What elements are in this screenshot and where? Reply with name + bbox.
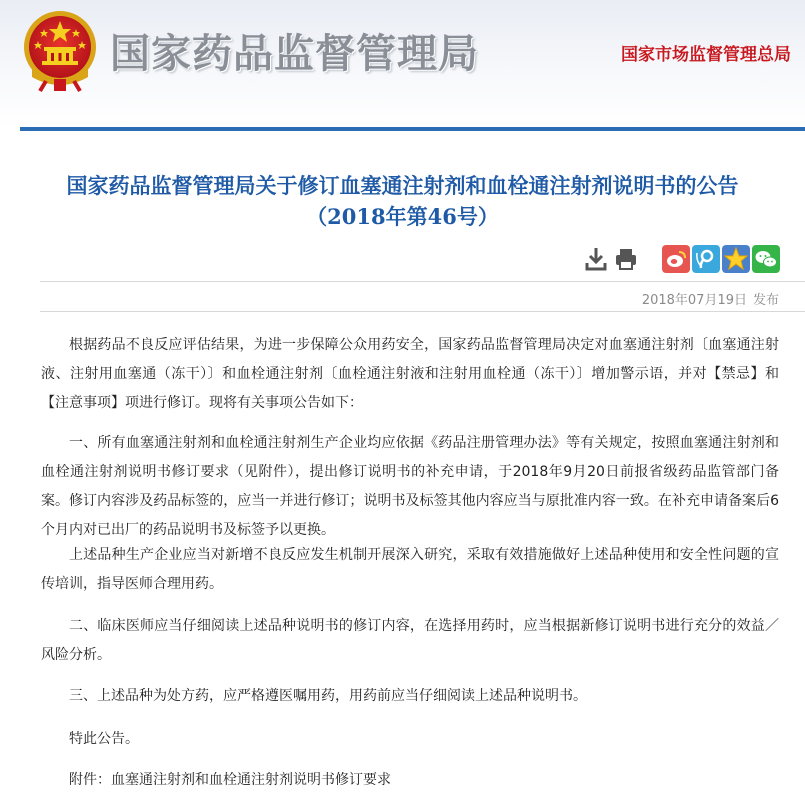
qzone-icon[interactable] [722, 245, 750, 273]
site-title: 国家药品监督管理局 [110, 30, 479, 77]
paragraph-item-3: 三、上述品种为处方药，应严格遵医嘱用药，用药前应当仔细阅读上述品种说明书。 [69, 688, 587, 704]
paragraph-item-1-labeling: 修订内容涉及药品标签的，应当一并进行修订；说明书及标签其他内容应当与原批准内容一致。在补充申请备案后6个月内对已出厂的药品说明书及标签予以更换。 [41, 493, 779, 538]
publish-info [636, 289, 779, 308]
tencent-weibo-icon[interactable] [692, 245, 720, 273]
attachment-line: 附件：血塞通注射剂和血栓通注射剂说明书修订要求 [69, 772, 391, 788]
wechat-icon[interactable] [752, 245, 780, 273]
article-subtitle: （2018年第46号） [306, 204, 499, 229]
header-divider [20, 127, 805, 131]
weibo-icon[interactable] [662, 245, 690, 273]
paragraph-intro: 根据药品不良反应评估结果，为进一步保障公众用药安全，国家药品监督管理局决定对血塞通注射剂〔血塞通注射液、注射用血塞通（冻干）〕和血栓通注射剂〔血栓通注射液和注射用血栓通（冻干）〕增加警示语，并对【禁忌】和【注意事项】项进行修订。现将有关事项公告如下： [41, 337, 779, 411]
publish-label: 发布 [752, 293, 779, 308]
download-icon[interactable] [584, 246, 608, 272]
article-title: 国家药品监督管理局关于修订血塞通注射剂和血栓通注射剂说明书的公告 [66, 173, 739, 198]
print-icon[interactable] [614, 246, 638, 272]
parent-agency-link[interactable]: 国家市场监督管理总局 [621, 45, 791, 65]
closing-statement: 特此公告。 [69, 731, 139, 747]
site-header [0, 0, 805, 128]
meta-divider [40, 311, 805, 312]
publish-date: 2018年07月19日 [641, 293, 747, 308]
paragraph-item-1: 一、所有血塞通注射剂和血栓通注射剂生产企业均应依据《药品注册管理办法》等有关规定，按照血塞通注射剂和血栓通注射剂说明书修订要求（见附件），提出修订说明书的补充申请，于2018年9月20日前报省级药品监管部门备案。 [41, 435, 779, 509]
national-emblem-icon [22, 7, 98, 93]
paragraph-item-2: 二、临床医师应当仔细阅读上述品种说明书的修订内容，在选择用药时，应当根据新修订说明书进行充分的效益／风险分析。 [41, 618, 779, 663]
toolbar-divider [40, 281, 805, 282]
paragraph-item-1-research: 上述品种生产企业应当对新增不良反应发生机制开展深入研究，采取有效措施做好上述品种使用和安全性问题的宣传培训，指导医师合理用药。 [41, 547, 779, 592]
